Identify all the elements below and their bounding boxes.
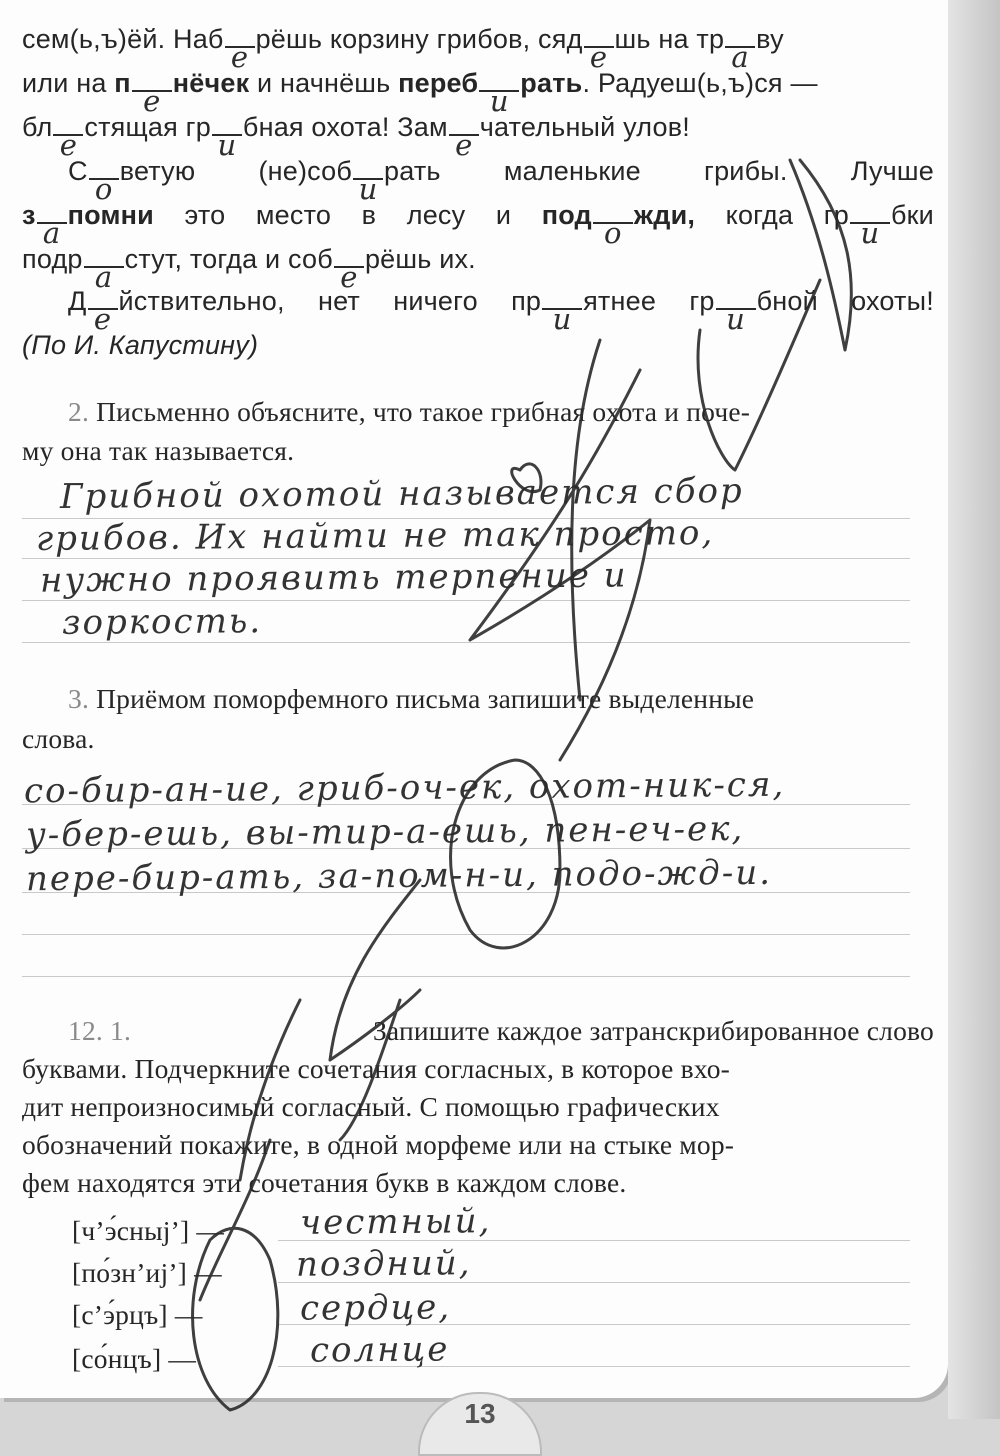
page-number: 13 [418,1392,542,1456]
transcription-label: [со́нцъ] — [72,1343,197,1374]
blank-gap: и [353,178,383,180]
blank-gap: о [89,178,119,180]
reading-line-2: или на п е нёчек и начнёшь переб и рать. Радуеш(ь,ъ)ся — [22,68,818,118]
task-12-line-4: обозначений покажите, в одной морфеме или на стыке мор- [22,1129,735,1160]
task-2-line-2: му она так называется. [22,435,295,466]
task-12-line-3: дит непроизносимый согласный. С помощью графических [22,1091,720,1122]
blank-gap: е [225,46,255,48]
answer-line [22,934,910,935]
blank-gap: е [53,134,83,136]
blank-gap: а [84,266,124,268]
blank-gap: о [593,222,633,224]
answer-line [22,642,910,643]
answer-line [22,976,910,977]
handwritten-transcription-answer: солнце [309,1329,450,1371]
handwritten-answer-3-line-3: пере-бир-ать, за-пом-н-и, подо-жд-и. [25,852,773,900]
blank-gap: а [37,222,67,224]
task-2-line-1: 2. Письменно объясните, что такое грибная охота и поче- [68,396,751,427]
reading-line-3: бл е стящая гр и бная охота! Зам е чательный улов! [22,112,690,162]
handwritten-answer-2-line-1: Грибной охотой называется сбор [59,471,744,517]
transcription-label: [ч’э́сныj’] — [72,1215,225,1246]
handwritten-answer-2-line-2: грибов. Их найти не так просто, [35,513,715,559]
blank-gap: и [542,308,582,310]
reading-source: (По И. Капустину) [22,330,259,360]
handwritten-transcription-answer: честный, [299,1201,492,1243]
reading-line-7: Д е йствительно, нет ничего пр и ятнее гр и бной охоты! [68,286,934,336]
task-3-line-2: слова. [22,723,95,754]
reading-line-6: подр а стут, тогда и соб е рёшь их. [22,244,476,294]
blank-gap: е [88,308,118,310]
task-3-line-1: 3. Приёмом поморфемного письма запишите выделенные [68,683,755,714]
task-12-line-2: буквами. Подчеркните сочетания согласных, в которое вхо- [22,1053,731,1084]
task-12-line-5: фем находятся эти сочетания букв в каждом слове. [22,1167,627,1198]
blank-gap: и [850,222,890,224]
handwritten-answer-2-line-4: зоркость. [61,601,263,643]
answer-line [22,600,910,601]
page-edge [948,0,1000,1419]
reading-line-1: сем(ь,ъ)ёй. Наб е рёшь корзину грибов, сяд е шь на тр а ву [22,24,784,74]
blank-gap: е [449,134,479,136]
blank-gap: и [716,308,756,310]
reading-line-5: з а помни это место в лесу и под о жди, когда гр и бки [22,200,934,250]
reading-line-4: С о ветую (не)соб и рать маленькие грибы. Лучше [68,156,934,206]
handwritten-answer-3-line-1: со-бир-ан-ие, гриб-оч-ек, охот-ник-ся, [23,764,786,812]
blank-gap: и [212,134,242,136]
blank-gap: е [584,46,614,48]
handwritten-transcription-answer: поздний, [295,1243,472,1285]
blank-gap: и [479,90,519,92]
transcription-label: [по́зн’иj’] — [72,1257,222,1288]
task-12-line-1: 12. 1. Запишите каждое затранскрибированное слово [68,1015,934,1046]
handwritten-transcription-answer: сердце, [299,1287,452,1329]
transcription-label: [с’э́рцъ] — [72,1299,203,1330]
handwritten-answer-3-line-2: у-бер-ешь, вы-тир-а-ешь, пен-еч-ек, [25,808,745,856]
handwritten-answer-2-line-3: нужно проявить терпение и [39,555,628,601]
blank-gap: а [725,46,755,48]
blank-gap: е [334,266,364,268]
blank-gap: е [132,90,172,92]
